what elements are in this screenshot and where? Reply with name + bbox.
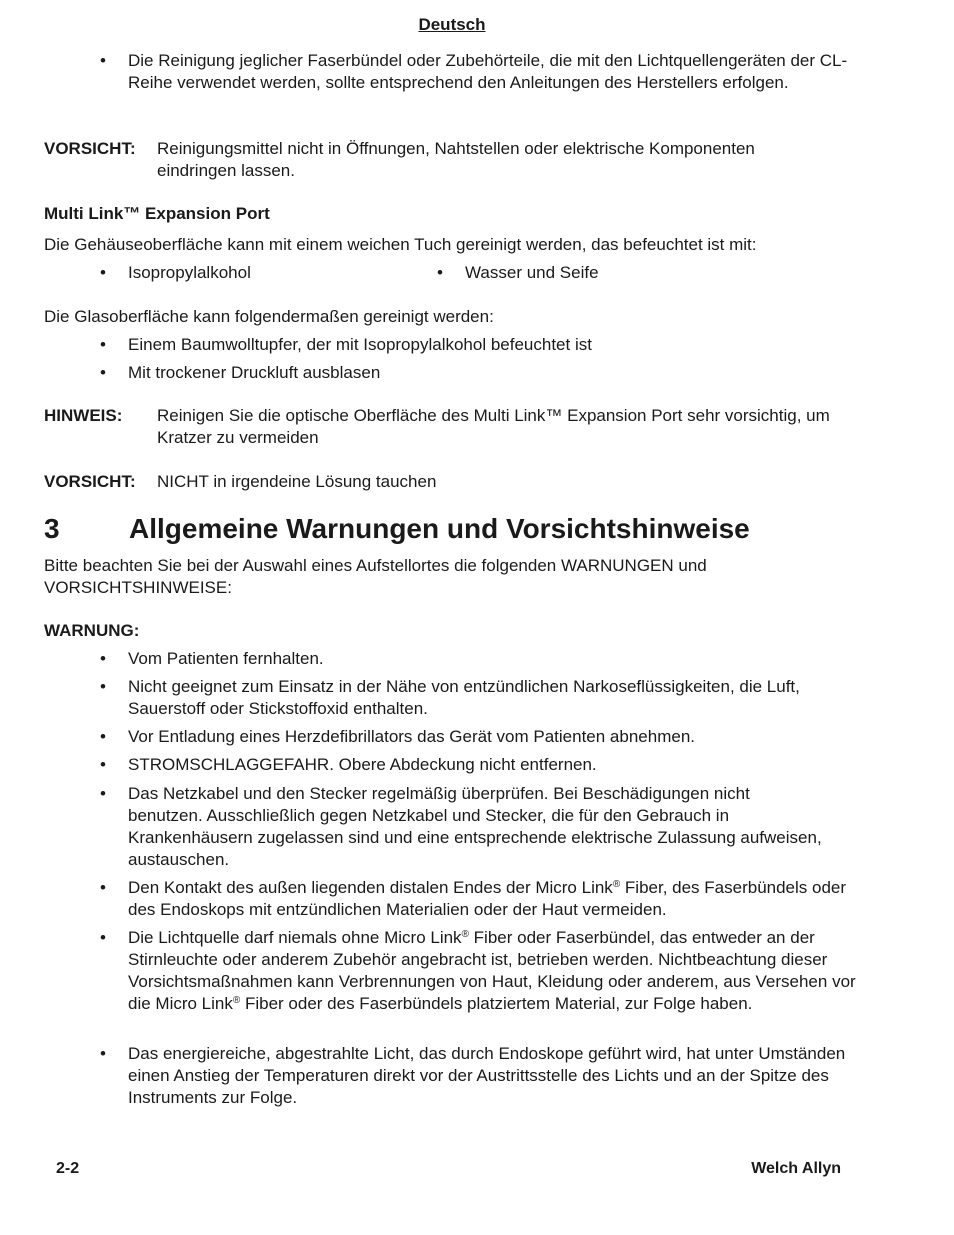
warning-item: Vor Entladung eines Herzdefibrillators das Gerät vom Patienten abnehmen. (128, 727, 695, 746)
warning-item: Das energiereiche, abgestrahlte Licht, das durch Endoskope geführt wird, hat unter Umständen einen Anstieg der Temperaturen direkt vor der Austrittsstelle des Lichts und an der Spitze des Instruments zur Folge. (128, 1044, 846, 1107)
registered-mark: ® (461, 929, 469, 940)
warning-item: Den Kontakt des außen liegenden distalen Endes der Micro Link® Fiber, des Faserbündels oder des Endoskops mit entzündlichen Materialien oder der Haut vermeiden. (128, 878, 847, 919)
bullet-dot: • (100, 51, 106, 70)
housing-cleaning-text: Die Gehäuseoberfläche kann mit einem weichen Tuch gereinigt werden, das befeuchtet ist mit: (44, 235, 757, 254)
intro-bullet-text: Die Reinigung jeglicher Faserbündel oder Zubehörteile, die mit den Lichtquellengeräten der CL-Reihe verwendet werden, sollte entsprechend den Anleitungen des Herstellers erfolgen. (128, 51, 848, 92)
bullet-dot: • (100, 1044, 106, 1063)
registered-mark: ® (232, 995, 241, 1006)
section-title: Allgemeine Warnungen und Vorsichtshinweise (129, 513, 750, 544)
bullet-dot: • (100, 263, 106, 282)
language-header: Deutsch (418, 15, 486, 34)
glass-cleaning-text: Die Glasoberfläche kann folgendermaßen gereinigt werden: (44, 307, 494, 326)
caution-text: Reinigungsmittel nicht in Öffnungen, Nahtstellen oder elektrische Komponenten eindringen lassen. (157, 139, 755, 180)
bullet-dot: • (100, 649, 106, 668)
bullet-dot: • (437, 263, 443, 282)
bullet-dot: • (100, 677, 106, 696)
warning-item: Vom Patienten fernhalten. (128, 649, 324, 668)
page-number: 2-2 (56, 1160, 80, 1177)
glass-item: Mit trockener Druckluft ausblasen (128, 363, 381, 382)
warning-item: STROMSCHLAGGEFAHR. Obere Abdeckung nicht entfernen. (128, 755, 597, 774)
note-label: HINWEIS: (44, 406, 123, 425)
bullet-dot: • (100, 363, 106, 382)
caution-text: NICHT in irgendeine Lösung tauchen (157, 472, 437, 491)
bullet-dot: • (100, 335, 106, 354)
housing-item: Isopropylalkohol (128, 263, 251, 282)
bullet-dot: • (100, 727, 106, 746)
warning-item: Das Netzkabel und den Stecker regelmäßig überprüfen. Bei Beschädigungen nicht benutzen. Ausschließlich gegen Netzkabel und Stecker, die für den Gebrauch in Krankenhäusern zugelassen sind und eine entsprechende elektrische Zulassung aufweisen, austauschen. (128, 784, 822, 869)
housing-item: Wasser und Seife (465, 263, 599, 282)
caution-label: VORSICHT: (44, 139, 136, 158)
registered-mark: ® (612, 879, 621, 890)
brand-name: Welch Allyn (751, 1160, 841, 1177)
port-section-title: Multi Link™ Expansion Port (44, 204, 270, 223)
warning-item: Die Lichtquelle darf niemals ohne Micro Link® Fiber oder Faserbündel, das entweder an der Stirnleuchte oder anderem Zubehör angebracht ist, betrieben werden. Nichtbeachtung dieser Vorsichtsmaßnahmen kann Verbrennungen von Haut, Kleidung oder anderem, aus Versehen vor die Micro Link® Fiber oder des Faserbündels platziertem Material, zur Folge haben. (128, 928, 856, 1013)
section-intro: Bitte beachten Sie bei der Auswahl eines Aufstellortes die folgenden WARNUNGEN und VORSICHTSHINWEISE: (44, 556, 707, 597)
bullet-dot: • (100, 755, 106, 774)
glass-item: Einem Baumwolltupfer, der mit Isopropylalkohol befeuchtet ist (128, 335, 592, 354)
caution-label: VORSICHT: (44, 472, 136, 491)
bullet-dot: • (100, 878, 106, 897)
bullet-dot: • (100, 784, 106, 803)
bullet-dot: • (100, 928, 106, 947)
section-heading (44, 512, 750, 546)
warning-item: Nicht geeignet zum Einsatz in der Nähe von entzündlichen Narkoseflüssigkeiten, die Luft, Sauerstoff oder Stickstoffoxid enthalten. (128, 677, 800, 718)
warning-label: WARNUNG: (44, 621, 140, 640)
section-number: 3 (44, 513, 60, 544)
note-text: Reinigen Sie die optische Oberfläche des Multi Link™ Expansion Port sehr vorsichtig, um Kratzer zu vermeiden (157, 406, 830, 447)
